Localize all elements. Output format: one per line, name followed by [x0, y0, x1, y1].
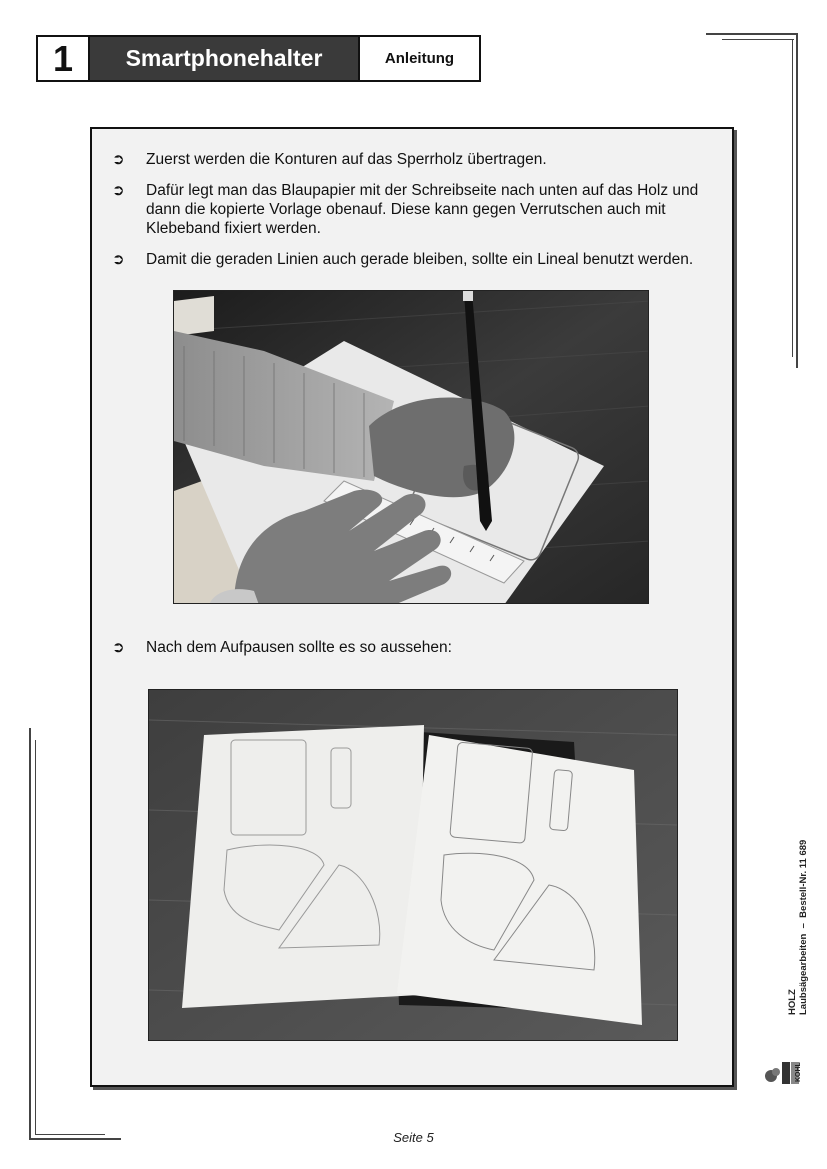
section-label: Anleitung	[358, 35, 481, 82]
instruction-item	[112, 250, 712, 269]
arrow-bullet-icon: ➲	[112, 182, 125, 199]
instruction-text: Nach dem Aufpausen sollte es so aussehen:	[146, 639, 452, 656]
instruction-item	[112, 150, 712, 169]
instruction-text: Zuerst werden die Konturen auf das Sperrholz übertragen.	[146, 151, 547, 168]
arrow-bullet-icon: ➲	[112, 639, 125, 656]
frame-line-top-right-h2	[722, 39, 794, 40]
page-title: Smartphonehalter	[90, 35, 358, 82]
frame-line-top-right-h1	[706, 33, 798, 35]
frame-line-top-right-v2	[792, 39, 793, 357]
instruction-text: Dafür legt man das Blaupapier mit der Schreibseite nach unten auf das Holz und dann die kopierte Vorlage obenauf. Diese kann gegen Verrutschen auch mit Klebeband fixiert werden.	[146, 182, 699, 237]
instruction-item	[112, 181, 712, 238]
photo-tracing-with-ruler	[173, 290, 649, 604]
frame-line-top-right-v1	[796, 33, 798, 368]
frame-line-bottom-left-v1	[29, 728, 31, 1140]
arrow-bullet-icon: ➲	[112, 151, 125, 168]
instruction-text: Damit die geraden Linien auch gerade bleiben, sollte ein Lineal benutzt werden.	[146, 251, 694, 268]
publisher-series: HOLZ	[787, 989, 798, 1015]
frame-line-bottom-left-v2	[35, 740, 36, 1135]
instruction-item	[112, 638, 712, 657]
chapter-number: 1	[36, 35, 90, 82]
photo-traced-templates	[148, 689, 678, 1041]
order-number: Bestell-Nr. 11 689	[798, 839, 809, 918]
publisher-topic: Laubsägearbeiten	[798, 933, 809, 1015]
page-header	[36, 35, 481, 82]
publisher-info: HOLZ Laubsägearbeiten – Bestell-Nr. 11 689	[787, 839, 809, 1015]
arrow-bullet-icon: ➲	[112, 251, 125, 268]
publisher-logo-text: KOHL	[795, 1062, 802, 1082]
page-number: Seite 5	[393, 1130, 434, 1145]
